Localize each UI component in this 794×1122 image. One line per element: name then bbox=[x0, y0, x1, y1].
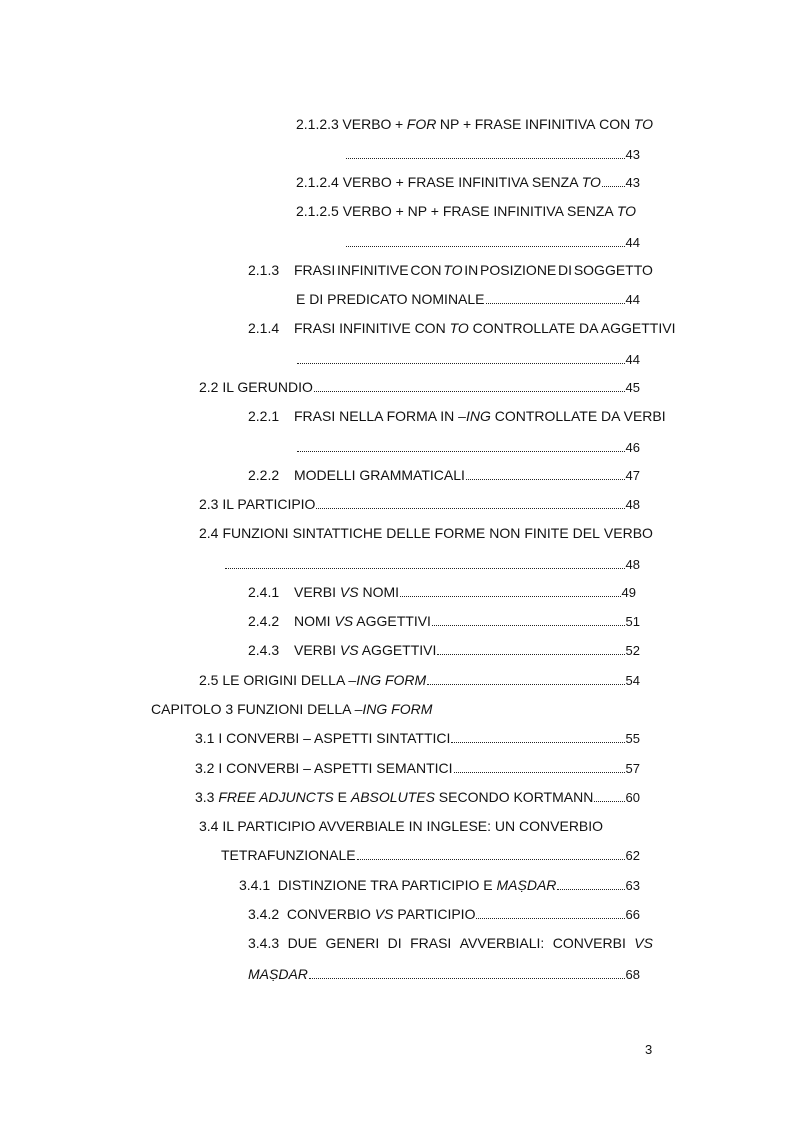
page-ref: 48 bbox=[625, 557, 640, 572]
dot-leader bbox=[454, 759, 625, 773]
dot-leader bbox=[400, 583, 620, 597]
dot-leader bbox=[451, 729, 624, 743]
page-ref: 54 bbox=[625, 673, 640, 688]
toc-entry-2-1-2-5-title: 2.1.2.5 VERBO + NP + FRASE INFINITIVA SENZA TO bbox=[296, 203, 637, 219]
toc-entry-3-4-3-continuation[interactable]: MAṢDAR 68 bbox=[248, 966, 640, 982]
toc-entry-2-1-4-number: 2.1.4 bbox=[248, 320, 280, 336]
dot-leader bbox=[476, 905, 624, 919]
toc-entry-2-4-3-number: 2.4.3 bbox=[248, 642, 280, 658]
dot-leader bbox=[437, 641, 624, 655]
toc-entry-2-2-1-title: FRASI NELLA FORMA IN –ING CONTROLLATE DA VERBI bbox=[294, 408, 666, 424]
toc-entry-2-5[interactable]: 2.5 LE ORIGINI DELLA –ING FORM 54 bbox=[199, 672, 640, 688]
toc-entry-2-4-leader[interactable] bbox=[224, 555, 640, 574]
page-ref: 62 bbox=[625, 848, 640, 863]
toc-entry-3-4-continuation[interactable]: TETRAFUNZIONALE 62 bbox=[221, 847, 640, 863]
dot-leader bbox=[594, 788, 624, 802]
toc-chapter-3[interactable]: CAPITOLO 3 FUNZIONI DELLA –ING FORM bbox=[151, 701, 433, 717]
dot-leader bbox=[602, 173, 625, 187]
toc-entry-2-3[interactable]: 2.3 IL PARTICIPIO 48 bbox=[199, 496, 640, 512]
toc-entry-2-4-2-number: 2.4.2 bbox=[248, 613, 280, 629]
toc-entry-2-4-3[interactable]: VERBI VS AGGETTIVI 52 bbox=[294, 642, 640, 658]
dot-leader bbox=[432, 612, 625, 626]
toc-entry-2-2[interactable]: 2.2 IL GERUNDIO 45 bbox=[199, 379, 640, 395]
dot-leader bbox=[357, 846, 625, 860]
dot-leader bbox=[486, 290, 625, 304]
page-number: 3 bbox=[645, 1042, 653, 1057]
page-ref: 44 bbox=[625, 292, 640, 307]
dot-leader bbox=[225, 555, 625, 569]
toc-entry-2-2-1-leader[interactable] bbox=[296, 438, 640, 457]
toc-entry-2-4-1-number: 2.4.1 bbox=[248, 584, 280, 600]
toc-entry-3-4-1[interactable]: 3.4.1 DISTINZIONE TRA PARTICIPIO E MAṢDAR 63 bbox=[239, 877, 640, 893]
dot-leader bbox=[346, 145, 625, 159]
toc-entry-2-1-2-5-leader[interactable] bbox=[345, 233, 640, 252]
toc-entry-3-1[interactable]: 3.1 I CONVERBI – ASPETTI SINTATTICI 55 bbox=[195, 730, 640, 746]
toc-entry-2-1-3-continuation[interactable]: E DI PREDICATO NOMINALE 44 bbox=[296, 291, 640, 307]
page-ref: 51 bbox=[625, 614, 640, 629]
toc-entry-2-1-2-4[interactable]: 2.1.2.4 VERBO + FRASE INFINITIVA SENZA TO 43 bbox=[296, 174, 640, 190]
dot-leader bbox=[314, 378, 625, 392]
toc-entry-3-4-3-title: 3.4.3 DUE GENERI DI FRASI AVVERBIALI: CONVERBI VS bbox=[248, 935, 653, 951]
page-ref: 68 bbox=[625, 967, 640, 982]
dot-leader bbox=[309, 965, 625, 979]
dot-leader bbox=[557, 876, 624, 890]
page-ref: 63 bbox=[625, 878, 640, 893]
toc-entry-2-1-3-number: 2.1.3 bbox=[248, 262, 280, 278]
page-ref: 66 bbox=[625, 907, 640, 922]
toc-entry-2-4-1[interactable]: VERBI VS NOMI 49 bbox=[294, 584, 636, 600]
page-ref: 57 bbox=[625, 761, 640, 776]
dot-leader bbox=[297, 350, 625, 364]
page-ref: 47 bbox=[625, 468, 640, 483]
toc-entry-3-2[interactable]: 3.2 I CONVERBI – ASPETTI SEMANTICI 57 bbox=[195, 760, 640, 776]
page-ref: 43 bbox=[625, 147, 640, 162]
toc-entry-2-1-2-3-leader[interactable] bbox=[345, 145, 640, 164]
dot-leader bbox=[346, 233, 625, 247]
page-ref: 49 bbox=[621, 585, 636, 600]
page-ref: 60 bbox=[625, 790, 640, 805]
page-ref: 45 bbox=[625, 380, 640, 395]
toc-entry-2-1-4-title: FRASI INFINITIVE CON TO CONTROLLATE DA AGGETTIVI bbox=[294, 320, 676, 336]
dot-leader bbox=[297, 438, 625, 452]
page-ref: 48 bbox=[625, 497, 640, 512]
toc-entry-2-4-title: 2.4 FUNZIONI SINTATTICHE DELLE FORME NON FINITE DEL VERBO bbox=[199, 525, 653, 541]
dot-leader bbox=[316, 495, 624, 509]
toc-entry-2-2-2[interactable]: MODELLI GRAMMATICALI 47 bbox=[294, 467, 640, 483]
toc-entry-2-1-4-leader[interactable] bbox=[296, 350, 640, 369]
page-ref: 44 bbox=[625, 235, 640, 250]
page-ref: 44 bbox=[625, 352, 640, 367]
toc-entry-3-4-title: 3.4 IL PARTICIPIO AVVERBIALE IN INGLESE: UN CONVERBIO bbox=[199, 818, 604, 834]
page-ref: 52 bbox=[625, 643, 640, 658]
toc-entry-2-1-2-3-title: 2.1.2.3 VERBO + FOR NP + FRASE INFINITIVA CON TO bbox=[296, 116, 653, 132]
toc-entry-3-4-2[interactable]: 3.4.2 CONVERBIO VS PARTICIPIO 66 bbox=[248, 906, 640, 922]
toc-entry-2-2-1-number: 2.2.1 bbox=[248, 408, 280, 424]
toc-entry-2-2-2-number: 2.2.2 bbox=[248, 467, 280, 483]
page-ref: 46 bbox=[625, 440, 640, 455]
page-ref: 43 bbox=[625, 175, 640, 190]
toc-entry-3-3[interactable]: 3.3 FREE ADJUNCTS E ABSOLUTES SECONDO KORTMANN 60 bbox=[195, 789, 640, 805]
dot-leader bbox=[466, 466, 625, 480]
toc-entry-2-4-2[interactable]: NOMI VS AGGETTIVI 51 bbox=[294, 613, 640, 629]
dot-leader bbox=[427, 671, 624, 685]
toc-entry-2-1-3-title: FRASI INFINITIVE CON TO IN POSIZIONE DI SOGGETTO bbox=[294, 262, 653, 278]
page-ref: 55 bbox=[625, 731, 640, 746]
